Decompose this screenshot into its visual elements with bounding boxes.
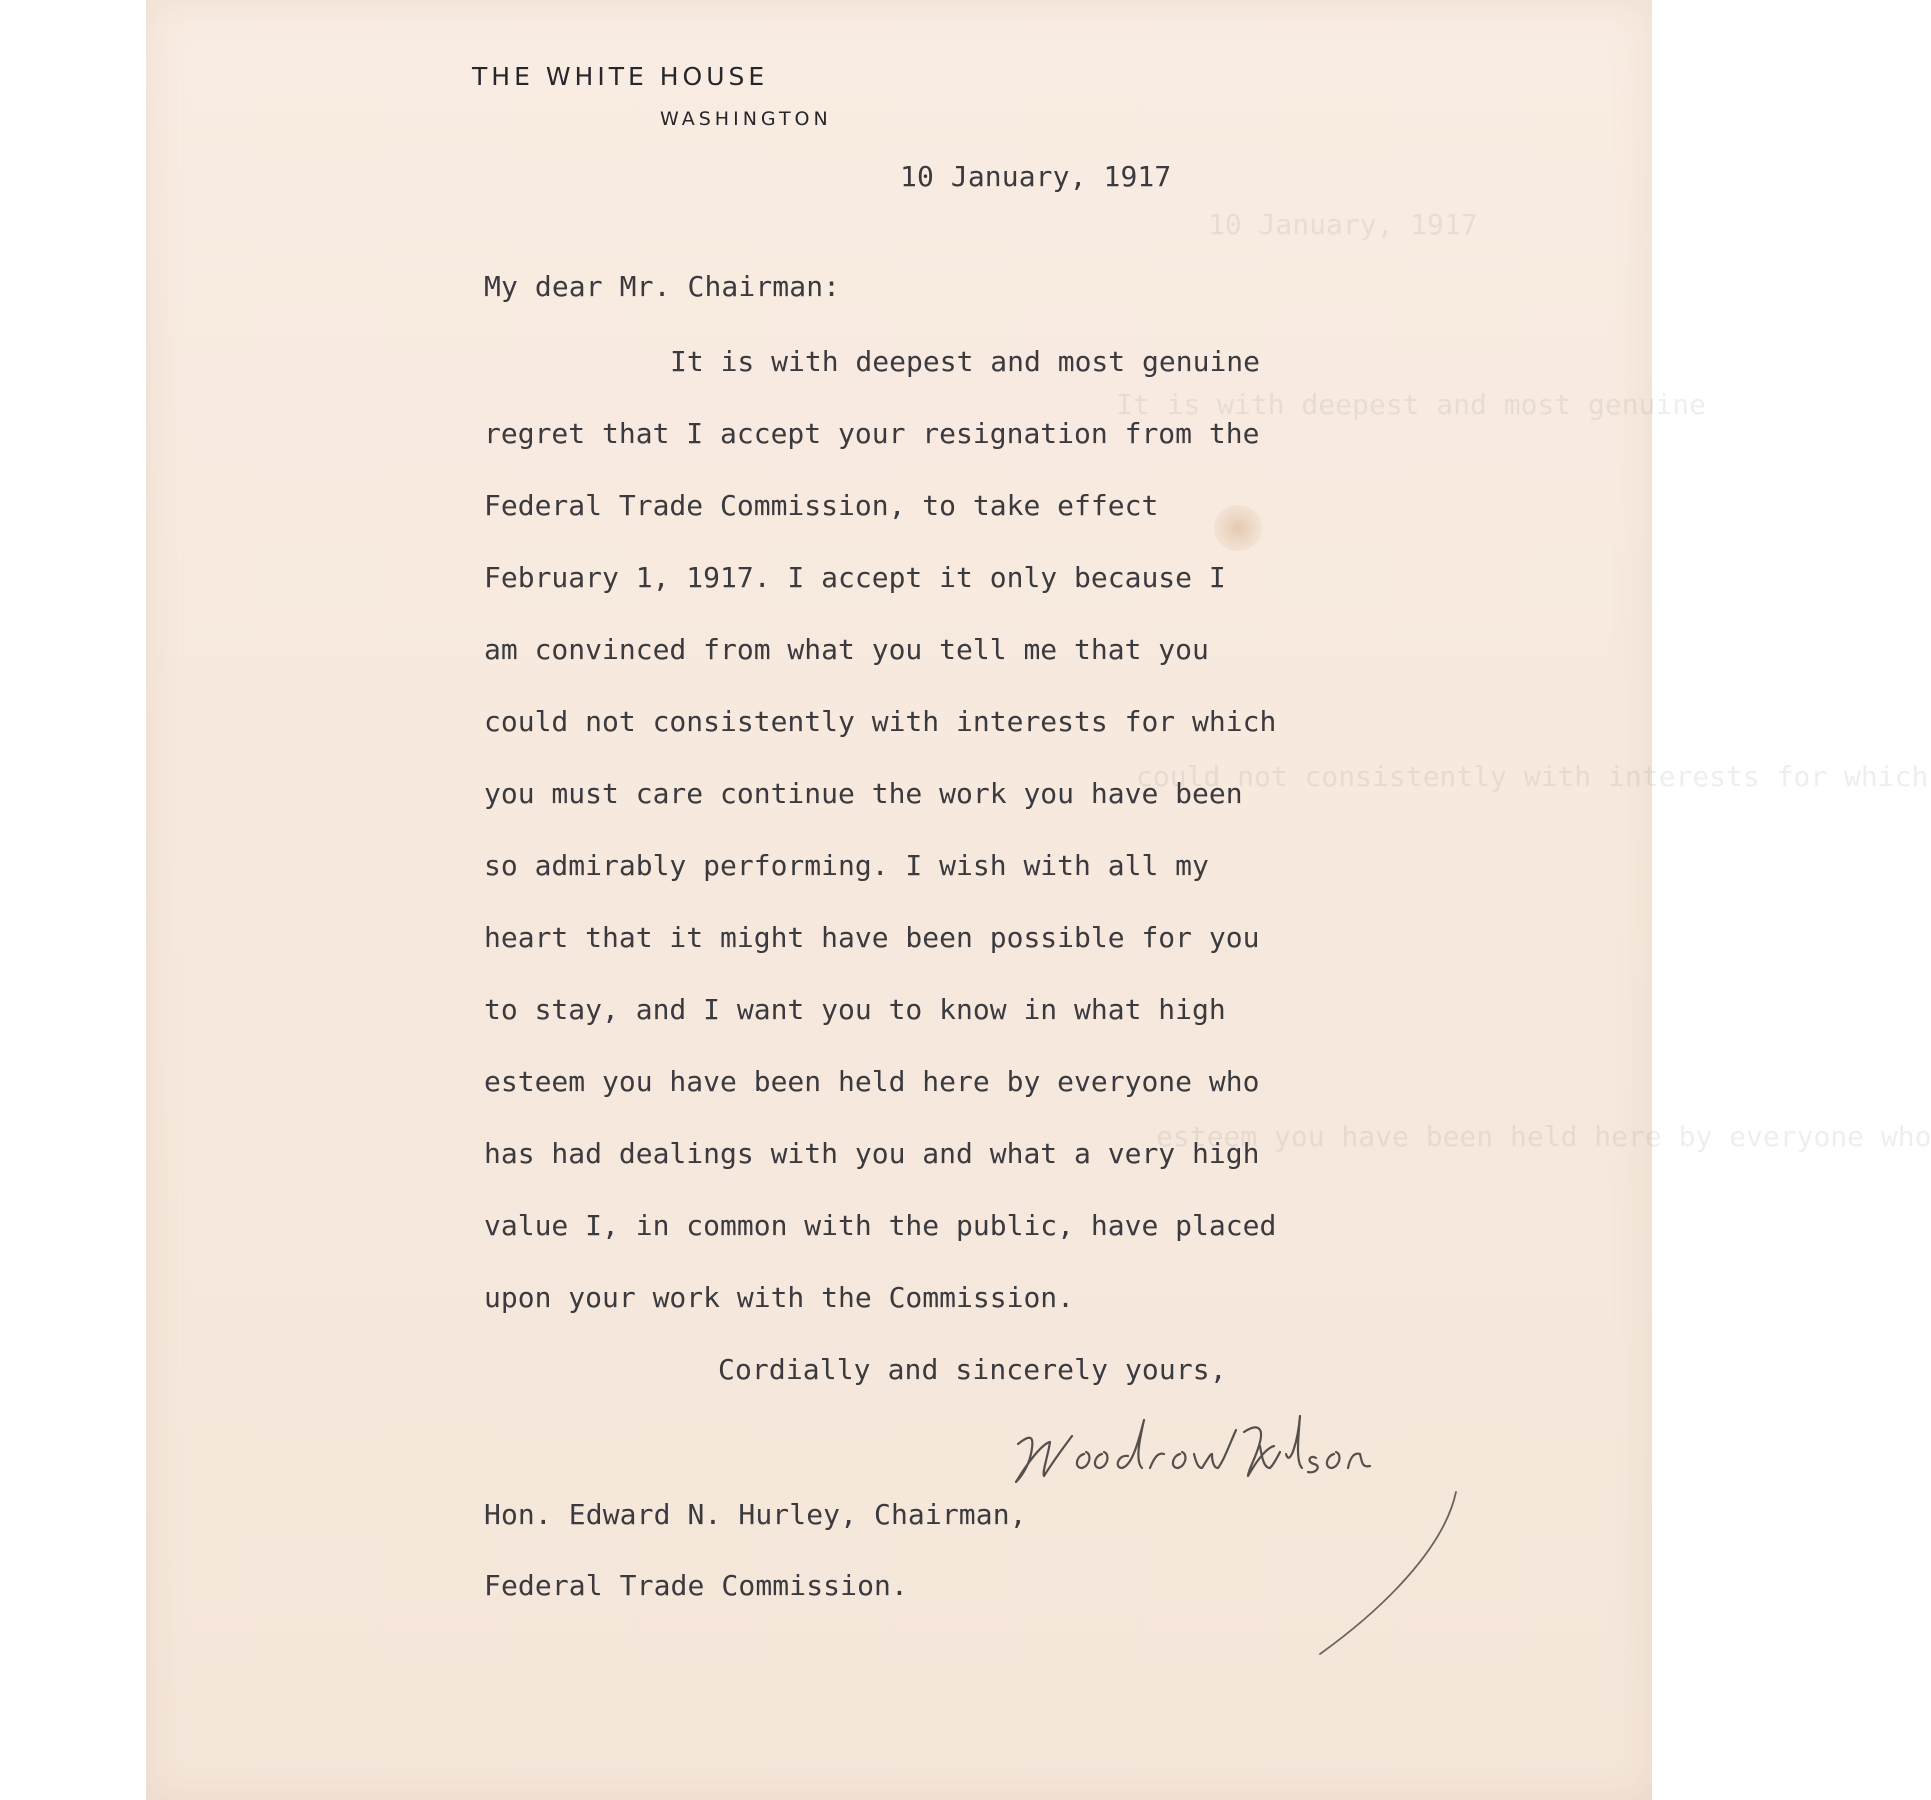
- letterhead-title: THE WHITE HOUSE: [472, 62, 769, 91]
- closing: Cordially and sincerely yours,: [718, 1353, 1227, 1386]
- body-line: upon your work with the Commission.: [484, 1281, 1075, 1314]
- letter-date: 10 January, 1917: [900, 160, 1172, 193]
- letter-page: [146, 0, 1931, 1800]
- body-line: to stay, and I want you to know in what high: [484, 993, 1226, 1026]
- body-line: February 1, 1917. I accept it only because I: [484, 561, 1226, 594]
- bleed-through-line: could not consistently with interests for which: [1136, 760, 1929, 793]
- body-line: It is with deepest and most genuine: [670, 345, 1261, 378]
- bleed-through-line: It is with deepest and most genuine: [1116, 388, 1707, 421]
- salutation: My dear Mr. Chairman:: [484, 270, 841, 303]
- body-line: has had dealings with you and what a very high: [484, 1137, 1260, 1170]
- body-line: Federal Trade Commission, to take effect: [484, 489, 1159, 522]
- bleed-through-date: 10 January, 1917: [1208, 208, 1478, 241]
- body-line: heart that it might have been possible for you: [484, 921, 1260, 954]
- body-line: so admirably performing. I wish with all my: [484, 849, 1209, 882]
- recipient-organization: Federal Trade Commission.: [484, 1569, 908, 1602]
- bleed-through-line: esteem you have been held here by everyone who: [1156, 1120, 1931, 1153]
- body-line: could not consistently with interests for which: [484, 705, 1277, 738]
- body-line: value I, in common with the public, have placed: [484, 1209, 1277, 1242]
- recipient-name: Hon. Edward N. Hurley, Chairman,: [484, 1498, 1027, 1531]
- body-line: esteem you have been held here by everyone who: [484, 1065, 1260, 1098]
- body-line: you must care continue the work you have been: [484, 777, 1243, 810]
- pen-stroke: [1314, 1488, 1464, 1663]
- letter-body: [484, 326, 1276, 1334]
- body-line: am convinced from what you tell me that you: [484, 633, 1209, 666]
- letterhead-city: WASHINGTON: [660, 108, 832, 130]
- body-line: regret that I accept your resignation from the: [484, 417, 1260, 450]
